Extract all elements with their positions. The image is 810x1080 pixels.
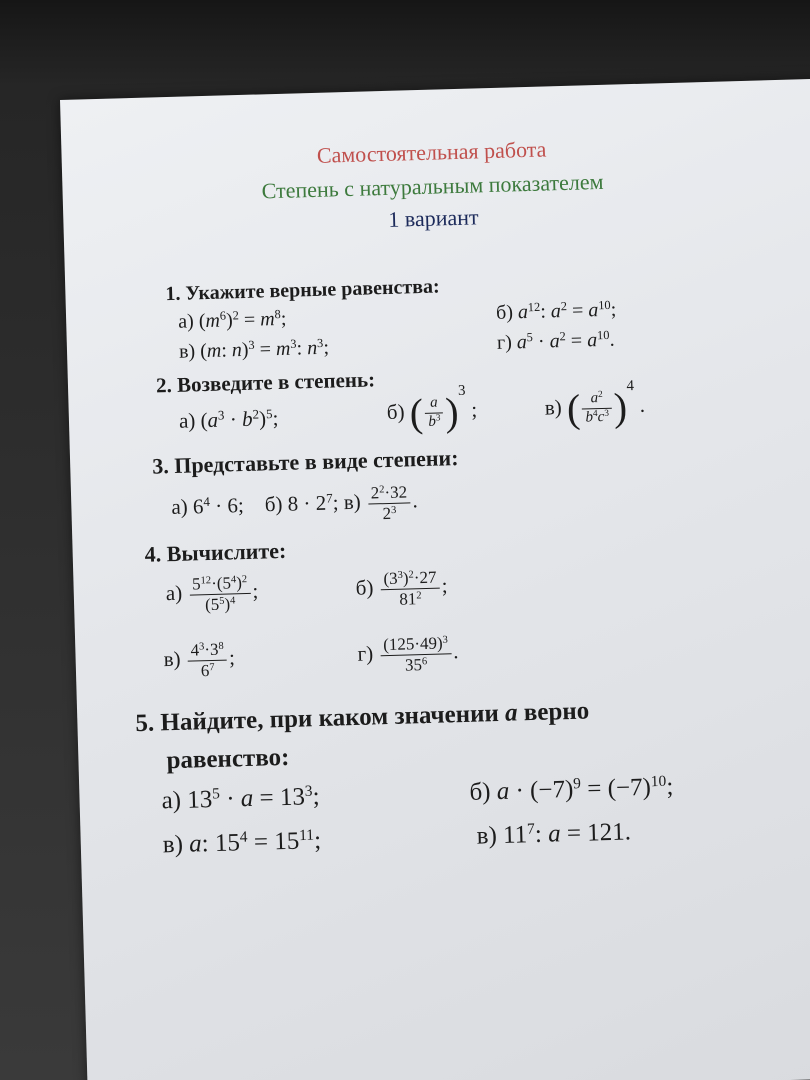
worksheet-paper (60, 79, 810, 1080)
task4-b-expr: $\frac{(3^3)^2\cdot 27}{81^2}$ ; (378, 573, 448, 599)
task2-v-label: в) (544, 395, 563, 420)
worksheet-subtitle: Степень с натуральным показателем (261, 168, 604, 204)
task5-a-label: а) (161, 786, 182, 815)
task4-item-b (355, 567, 448, 610)
task4-g-label: г) (357, 641, 374, 666)
task4-b-label: б) (355, 575, 374, 600)
task5-v-expr: a: $15^4 = 15^{11}$; (188, 826, 322, 858)
task1-b-expr: $a^{12}$: $a^2 = a^{10}$; (517, 297, 617, 324)
task3-b-expr: $8 \cdot 2^7$; (287, 490, 339, 516)
task4-title: 4. Вычислите: (144, 537, 287, 567)
task5-title-var: a (504, 699, 518, 727)
task3-a-label: а) (171, 494, 189, 519)
task2-a-expr: $(a^3 \cdot b^2)^5$; (200, 406, 279, 433)
task5-item-v2 (476, 818, 631, 850)
task2-v-expr: ( $\frac{a^2}{b^4c^3}$ )$^4$ . (566, 378, 646, 432)
task2-item-b (386, 382, 478, 436)
task1-item-g (497, 329, 615, 355)
task3-items (171, 482, 418, 529)
task5-v2-label: в) (476, 822, 498, 850)
worksheet-variant: 1 вариант (387, 204, 479, 232)
task1-a-label: а) (177, 310, 195, 333)
task4-a-expr: $\frac{5^{12}\cdot(5^4)^2}{(5^5)^4}$ ; (187, 579, 259, 605)
worksheet-title: Самостоятельная работа (316, 136, 547, 168)
task5-title-part1: 5. Найдите, при каком значении (135, 699, 506, 738)
task1-item-a (178, 308, 287, 334)
task2-item-a (179, 406, 279, 434)
task5-v2-expr: $11^7$: a = 121. (502, 818, 632, 849)
task1-g-expr: $a^5 \cdot a^2 = a^{10}$. (516, 327, 615, 354)
task3-title: 3. Представьте в виде степени: (151, 445, 459, 479)
task2-item-v (544, 378, 646, 432)
task1-g-label: г) (496, 331, 513, 354)
task5-title-line2: равенство: (166, 743, 290, 775)
task3-v-expr: $\frac{2^2\cdot 32}{2^3}$ . (366, 488, 418, 513)
task5-b-expr: $a \cdot (-7)^9 = (-7)^{10}$; (496, 772, 674, 806)
task4-g-expr: $\frac{(125\cdot 49)^3}{35^6}$ . (378, 639, 459, 665)
task5-title-part2: верно (517, 697, 590, 727)
task5-item-a (161, 783, 320, 815)
task5-item-v (162, 827, 321, 859)
task3-b-label: б) (264, 491, 283, 517)
task4-v-expr: $\frac{4^3\cdot 3^8}{6^7}$ ; (185, 645, 235, 670)
task1-a-expr: $(m^6)^2 = m^8$; (198, 307, 287, 333)
task3-a-expr: $6^4 \cdot 6$; (192, 492, 245, 519)
task4-item-g (357, 633, 459, 676)
task1-item-v (179, 337, 330, 364)
task3-v-label: в) (343, 489, 362, 515)
task1-v-expr: (m: $n)^3 = m^3$: $n^3$; (199, 335, 330, 363)
task4-v-label: в) (163, 646, 181, 672)
task5-title (135, 697, 590, 738)
task2-b-expr: ( $\frac{a}{b^3}$ )$^3$ ; (409, 382, 478, 436)
task1-item-b (496, 299, 617, 325)
task4-item-a (165, 573, 259, 616)
task4-item-v (163, 639, 235, 681)
task2-a-label: а) (178, 408, 196, 433)
task5-item-b (469, 773, 674, 807)
task1-title: 1. Укажите верные равенства: (165, 275, 440, 306)
task2-b-label: б) (386, 399, 405, 424)
task5-v-label: в) (162, 830, 184, 859)
worksheet-content (60, 79, 800, 859)
task2-title: 2. Возведите в степень: (155, 367, 376, 398)
task5-b-label: б) (469, 778, 491, 806)
task1-b-label: б) (495, 301, 514, 324)
task5-a-expr: $13^5 \cdot a = 13^3$; (186, 782, 320, 814)
task4-a-label: а) (165, 580, 183, 606)
task1-v-label: в) (178, 340, 196, 363)
